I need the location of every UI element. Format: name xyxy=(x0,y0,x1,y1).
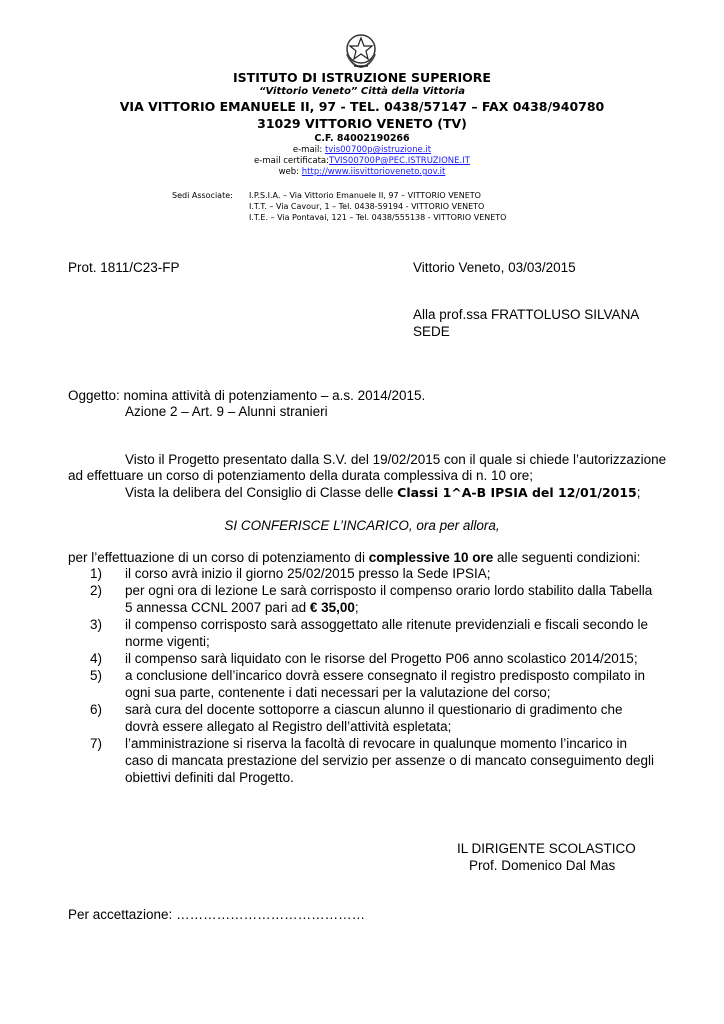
recipient-name: Alla prof.ssa FRATTOLUSO SILVANA xyxy=(413,307,640,322)
recipient-location: SEDE xyxy=(413,324,450,339)
condition-text-cont: norme vigenti; xyxy=(125,634,210,649)
condition-item-7 xyxy=(90,735,660,786)
subject-line: Oggetto: nomina attività di potenziamento – a.s. 2014/2015. xyxy=(68,388,426,403)
sede-ipsia: I.P.S.I.A. – Via Vittorio Emanuele II, 97 – VITTORIO VENETO xyxy=(249,191,481,200)
web-label: web: xyxy=(278,167,302,177)
institute-name: ISTITUTO DI ISTRUZIONE SUPERIORE xyxy=(233,70,491,85)
institute-address: VIA VITTORIO EMANUELE II, 97 - TEL. 0438/57147 – FAX 0438/940780 xyxy=(119,99,605,114)
condition-text: il compenso sarà liquidato con le risorse del Progetto P06 anno scolastico 2014/2015; xyxy=(125,651,638,666)
condition-text: per ogni ora di lezione Le sarà corrisposto il compenso orario lordo stabilito dalla Tabella xyxy=(125,583,653,598)
signature-title: IL DIRIGENTE SCOLASTICO xyxy=(457,841,636,856)
condition-number: 5) xyxy=(90,668,103,683)
condition-text-cont: obiettivi definiti dal Progetto. xyxy=(125,770,294,785)
condition-item-3 xyxy=(90,616,660,650)
condition-number: 7) xyxy=(90,736,103,751)
acceptance-signature-field[interactable]: …………………………………… xyxy=(176,907,366,922)
pec-link[interactable]: TVIS00700P@PEC.ISTRUZIONE.IT xyxy=(329,156,470,166)
protocol-number: Prot. 1811/C23-FP xyxy=(68,260,180,275)
email-line xyxy=(0,145,724,155)
deliberation-text: Vista la delibera del Consiglio di Classe delle xyxy=(125,485,398,500)
intro-hours: complessive 10 ore xyxy=(368,550,494,565)
pec-line xyxy=(0,156,724,166)
condition-text: l’amministrazione si riserva la facoltà di revocare in qualunque momento l’incarico in xyxy=(125,736,627,751)
conferral-statement: SI CONFERISCE L’INCARICO, ora per allora, xyxy=(224,518,500,533)
email-link[interactable]: tvis00700p@istruzione.it xyxy=(324,145,432,155)
web-link[interactable]: http://www.iisvittorioveneto.gov.it xyxy=(301,167,446,177)
condition-text: a conclusione dell’incarico dovrà essere consegnato il registro predisposto compilato in xyxy=(125,668,646,683)
condition-text-cont: dovrà essere allegato al Registro dell’attività espletata; xyxy=(125,719,452,734)
condition-number: 1) xyxy=(90,566,103,581)
condition-number: 3) xyxy=(90,617,103,632)
subject-detail: Azione 2 – Art. 9 – Alunni stranieri xyxy=(125,404,328,419)
pec-label: e-mail certificata: xyxy=(254,156,329,166)
intro-text: per l’effettuazione di un corso di potenziamento di xyxy=(68,550,369,565)
acceptance-label: Per accettazione: xyxy=(68,907,177,922)
italian-republic-emblem-icon xyxy=(342,30,380,70)
conditions-intro xyxy=(68,549,640,566)
conditions-list xyxy=(90,565,660,786)
web-line xyxy=(0,167,724,177)
condition-item-5 xyxy=(90,667,660,701)
place-date: Vittorio Veneto, 03/03/2015 xyxy=(413,260,576,275)
condition-text-cont xyxy=(125,599,660,616)
condition-text: sarà cura del docente sottoporre a ciascun alunno il questionario di gradimento che xyxy=(125,702,623,717)
condition-text: il corso avrà inizio il giorno 25/02/2015 presso la Sede IPSIA; xyxy=(125,566,491,581)
fiscal-code: C.F. 84002190266 xyxy=(314,133,410,144)
premise-project-line2: ad effettuare un corso di potenziamento della durata complessiva di n. 10 ore; xyxy=(68,468,534,483)
premise-project-line1: Visto il Progetto presentato dalla S.V. del 19/02/2015 con il quale si chiede l’autorizzazione xyxy=(125,452,667,467)
condition-text-cont: ogni sua parte, contenente i dati necessari per la valutazione del corso; xyxy=(125,685,551,700)
condition-text: il compenso corrisposto sarà assoggettato alle ritenute previdenziali e fiscali secondo le xyxy=(125,617,649,632)
deliberation-end: ; xyxy=(636,485,641,500)
condition-text-end: ; xyxy=(354,600,359,615)
signature-name: Prof. Domenico Dal Mas xyxy=(469,858,616,873)
sede-itt: I.T.T. – Via Cavour, 1 – Tel. 0438-59194 - VITTORIO VENETO xyxy=(249,202,485,211)
condition-item-4 xyxy=(90,650,660,667)
email-label: e-mail: xyxy=(292,145,325,155)
sede-ite: I.T.E. – Via Pontavai, 121 – Tel. 0438/555138 - VITTORIO VENETO xyxy=(249,213,507,222)
condition-text-part: 5 annessa CCNL 2007 pari ad xyxy=(125,600,310,615)
condition-item-1 xyxy=(90,565,660,582)
condition-item-6 xyxy=(90,701,660,735)
condition-item-2 xyxy=(90,582,660,616)
intro-end: alle seguenti condizioni: xyxy=(493,550,641,565)
condition-number: 6) xyxy=(90,702,103,717)
hourly-rate: € 35,00 xyxy=(309,600,355,615)
acceptance-line xyxy=(68,906,365,923)
sedi-label: Sedi Associate: xyxy=(172,191,233,200)
condition-number: 2) xyxy=(90,583,103,598)
deliberation-classes: Classi 1^A-B IPSIA del 12/01/2015 xyxy=(397,485,637,500)
institute-motto: “Vittorio Veneto” Città della Vittoria xyxy=(259,86,465,97)
condition-text-cont: caso di mancata prestazione del servizio per assenze o di mancato conseguimento degli xyxy=(125,753,655,768)
premise-deliberation xyxy=(125,484,641,501)
institute-city: 31029 VITTORIO VENETO (TV) xyxy=(257,116,467,131)
condition-number: 4) xyxy=(90,651,103,666)
